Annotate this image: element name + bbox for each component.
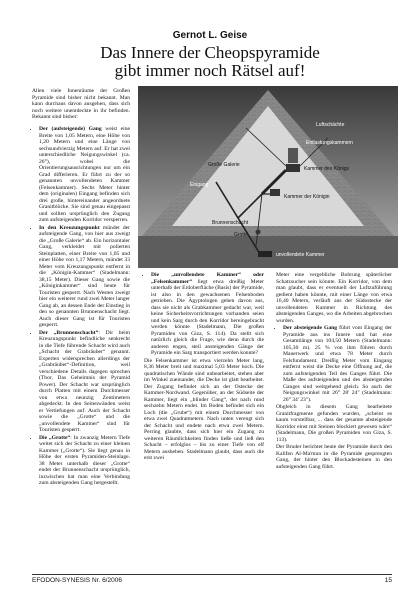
unfinished-chamber	[258, 251, 272, 257]
lead-text: Allen viele Innenräume der Großen Pyramide sind bisher nicht bekannt. Man kann durchaus davon ausgehen, dass sich noch weitere unentdeckte in ihr befinden. Bekannt sind bisher:	[32, 88, 130, 120]
grotto	[256, 230, 261, 235]
paragraph: Die Felsenkammer ist etwa vierzehn Meter lang, 8,36 Meter breit und maximal 5,03 Meter hoch. Die quadratischen Wände sind unbearbeitet, stehen aber im Winkel zueinander, die Decke ist glatt bearbeitet. Der Zugang befindet sich an der Ostecke der Kammer-Nordwand. Gegenüber, an der Südseite der Kammer, liegt ein „blinder Gang“, der nach rund sechzehn Metern endet. Im Boden befindet sich ein Loch (die „Grube“) mit einem Durchmesser von etwa zwei Quadratmetern. Nach unten verengt sich der Schacht und endete nach etwa zwei Metern. Perring glaubte, dass sich hier ein Zugang zu weiteren Räumlichkeiten finden ließe und ließ den Schacht – erfolglos – bis zu einer Tiefe von elf Metern ausheben. Stadelmann glaubt, dass auch die erst zwei	[144, 357, 264, 461]
label-entrance: Eingang	[190, 182, 209, 188]
item-text: : Dir beim Kreuzungspunkt befindliche senkrecht in die Tiefe führende Schacht wird auch „Schacht der Grabräuber“ genannt. Experten widersprechen allerdings der „Grabräuber“-Definition, weil verschiedene Details dagegen sprechen (Thor, Das Geheimnis der Pyramid Power). Der Schacht war ursprünglich durch Platten mit einem Durchmesser von etwa neunzig Zentimetern abgedeckt. In den Seitenwänden weist er Vertiefungen auf. Auch der Schacht sowie die „Grotte“ und die „unvollendete Kammer“ sind für Touristen gesperrt.	[39, 329, 130, 433]
label-unfinished: unvollendete Kammer	[276, 252, 325, 258]
label-well: Brunnenschacht	[212, 220, 249, 226]
list-item	[283, 325, 392, 403]
label-relief: Entlastungskammern	[306, 140, 353, 146]
paragraph: Meter eine vergebliche Bohrung späterlicher Schatzsucher sein könnte. Ein Korridor, von dem man glaubt, dass er eventuell der Luftzuführung gedient haben könnte, mit einer Länge von etwa 16,40 Metern, verläuft aus der Südostecke der unvollendeten Kammer in Richtung des absteigenden Ganges, wo die Arbeiten abgebrochen wurden.	[276, 272, 392, 324]
journal-name: EFODON-SYNESIS Nr. 6/2006	[32, 577, 122, 584]
label-grotto: Grotte	[234, 232, 248, 238]
column-1	[32, 126, 130, 488]
article-title	[18, 44, 402, 80]
label-queen: Kammer der Königin	[284, 194, 330, 200]
item-text: weist eine Breite von 1,05 Metern, eine Höhe von 1,20 Metern und eine Länge von sechsundvierzig Metern auf. Er hat zwei unterschiedliche Neigungswinkel (ca. 26°), wobei die Orientierungsausrichtungen nur um ein Grad differieren. Er führt zu der so genannten unvollendeten Kammer (Felsenkammer). Sechs Meter hinter dem (originalen) Eingang befinden sich drei große, hintereinander angeordnete Granitblöcke. Sie sind genau eingepasst und sollten ursprünglich den Zugang zum aufsteigenden Korridor versperren.	[39, 126, 130, 223]
pyramid-figure	[138, 86, 398, 268]
paragraph: Der Bruder berichtet heute der Pyramide durch den Kalifen Al-Ma'mun in die Pyramide gesprengten Gang, der hinter den Blockadesteinen in den aufsteigenden Gang führt.	[276, 444, 392, 470]
footer-rule	[32, 574, 392, 575]
column-3	[276, 272, 392, 471]
title-line-2: gibt immer noch Rätsel auf!	[114, 61, 306, 80]
item-head: Die „Grotte“	[39, 434, 71, 441]
item-text: mündet der aufsteigende Gang, von hier aus zweigt die „Große Galerie“ ab. Ein horizontaler Gang, verkleidet mit polierten Steinplatten, einer Breite von 1,05 und einer Höhe von 1,17 Metern, mündet 33 Meter vom Kreuzungspunkt entfernt in die „Königin-Kammer“ (Stadelmann: 38,15 Meter). Dieser Gang sowie die „Königinkammer“ sind heute für Touristen gesperrt. Nach Westen zweigt hier ein weiterer rund zwei Meter langer Gang ab, an dessen Ende der Einstieg in den so genannten Brunnenschacht liegt. Auch dieser Gang ist für Touristen gesperrt.	[39, 224, 130, 328]
lead-paragraph	[32, 88, 130, 122]
relief-chambers	[288, 148, 298, 163]
list-item	[39, 126, 130, 224]
item-head: Der (aufsteigende) Gang	[39, 126, 102, 132]
list-item	[39, 225, 130, 329]
label-shafts: Luftschächte	[316, 122, 345, 128]
item-text: liegt etwa dreißig Meter unterhalb der Erdoberfläche (Basis) der Pyramide, ist also in den gewachsenen Felsenboden getrieben. Die Ägyptologen gehen davon aus, dass sie nicht als Grabkammer gedacht war, weil keine Sicherheitsvorrichtungen vorhanden seien und kein Sarg durch den Korridor hereingebracht werden könnte (Stadelmann, Die großen Pyramiden von Giza, S. 114). Da stellt sich natürlich gleich die Frage, wie denn durch die anderen engen, steil ansteigenden Gänge der Pyramide ein Sarg transportiert werden konnte?	[151, 278, 264, 356]
queen-chamber	[270, 189, 280, 196]
page-number: 15	[384, 577, 392, 584]
label-kings: Kammer des Königs	[304, 166, 350, 172]
kings-chamber	[286, 164, 300, 172]
item-head: In den Kreuzungspunkt	[39, 224, 100, 231]
item-head: Der „Brunnenschacht“	[39, 329, 99, 336]
list-item	[39, 435, 130, 487]
author: Gernot L. Geise	[172, 30, 248, 41]
column-1-list	[32, 126, 130, 487]
item-text: führt vom Eingang der Pyramide aus ins Innere und hat eine Gesamtlänge von 104,50 Metern (Stadelmann: 105,30 m). 25 % von ihm führen durch Mauerwerk und etwa 78 Meter durch Felsfundament. Dreißig Meter vom Eingang entfernt weist die Decke eine Öffnung auf, die zum aufsteigenden Teil des Ganges führt. Die Maße des aufsteigenden und des absteigenden Ganges sind weitgehend gleich. So auch der Neigungswinkel mit 26° 28' 24" (Stadelmann: 26° 34' 23").	[283, 325, 392, 403]
paragraph: Obgleich in diesem Gang bearbeitete Granitfragmente gefunden wurden, „scheint es kaum vorstellbar, ... dass der gesamte absteigende Korridor einst mit Steinen blockiert gewesen wäre“ (Stadelmann, Die großen Pyramiden von Giza, S. 113).	[276, 404, 392, 443]
column-3-list	[276, 325, 392, 403]
item-head: Der absteigende Gang	[283, 325, 338, 331]
item-head: Die „unvollendete Kammer“ oder „Felsenkammer“	[151, 272, 264, 285]
list-item	[39, 330, 130, 434]
item-text: : In zwanzig Metern Tiefe weitet sich der Schacht zu einer kleinen Kammer („Grotte“). Sie liegt genau in Höhe der ersten Pyramiden-Steinlage. 38 Meter unterhalb dieser „Grotte“ endet der Brunnenschacht ursprünglich, inzwischen hat man eine Verbindung zum absteigenden Gang hergestellt.	[39, 434, 130, 486]
column-2-list	[144, 272, 264, 357]
column-2	[144, 272, 264, 463]
title-line-1: Das Innere der Cheopspyramide	[100, 43, 320, 62]
list-item	[151, 272, 264, 357]
label-gallery: Große Galerie	[208, 162, 240, 168]
